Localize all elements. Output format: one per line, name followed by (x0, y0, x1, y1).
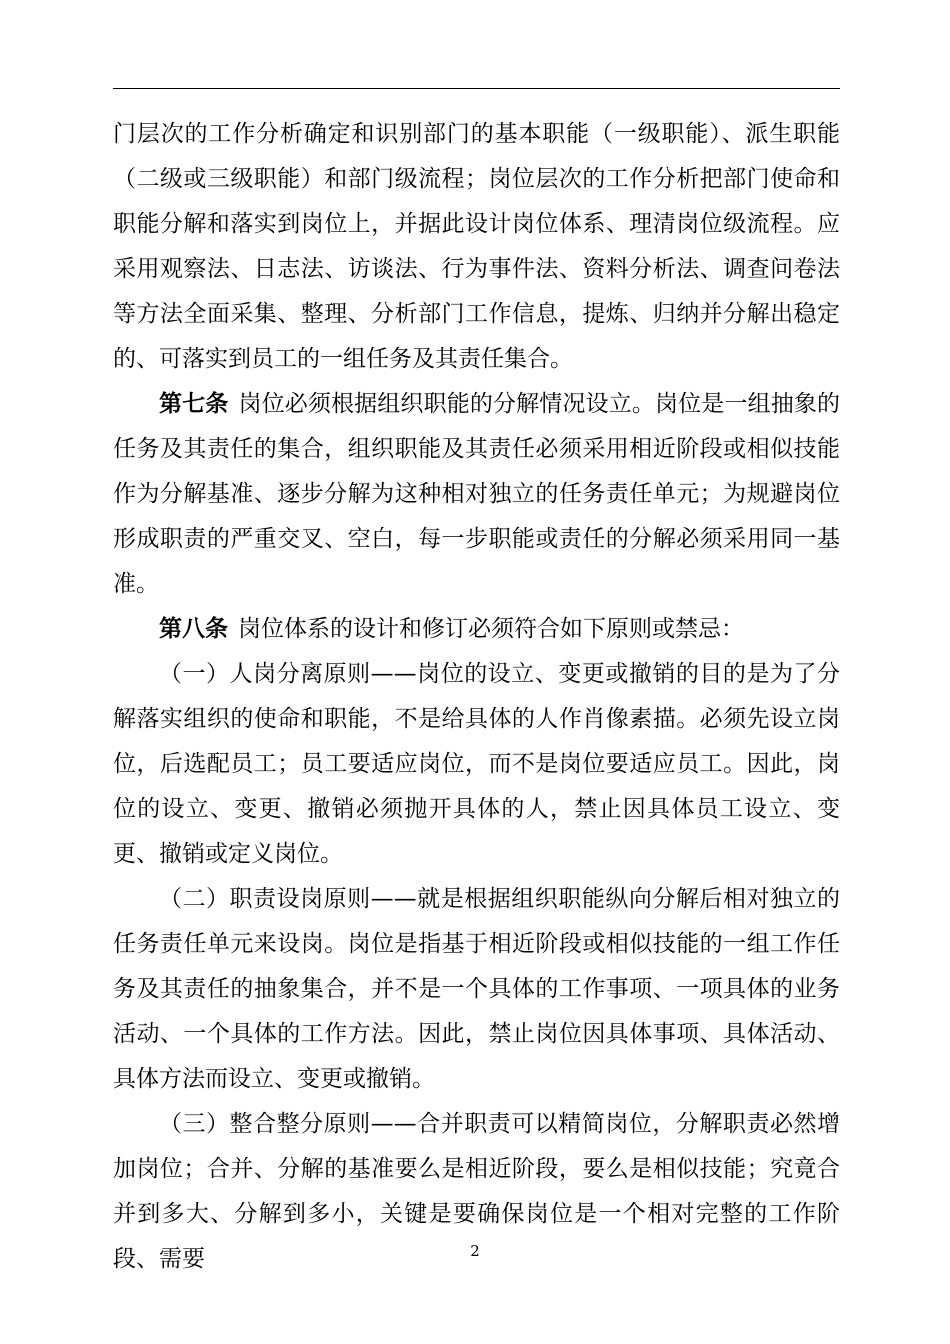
paragraph-article-8: 第八条 岗位体系的设计和修订必须符合如下原则或禁忌： (159, 616, 744, 642)
article-heading: 第七条 (159, 391, 229, 417)
paragraph-continuation: 门层次的工作分析确定和识别部门的基本职能（一级职能）、派生职能（二级或三级职能）和部门级流程；岗位层次的工作分析把部门使命和职能分解和落实到岗位上，并据此设计岗位体系、理清岗位级流程。应采用观察法、日志法、访谈法、行为事件法、资料分析法、调查问卷法等方法全面采集、整理、分析部门工作信息，提炼、归纳并分解出稳定的、可落实到员工的一组任务及其责任集合。 (113, 121, 840, 372)
paragraph-principle-3: （三）整合整分原则——合并职责可以精简岗位，分解职责必然增加岗位；合并、分解的基准要么是相近阶段，要么是相似技能；究竟合并到多大、分解到多小，关键是要确保岗位是一个相对完整的工作阶段、需要 (113, 1111, 840, 1272)
header-rule (113, 88, 840, 89)
article-heading: 第八条 (159, 616, 228, 642)
page-number: 2 (470, 1242, 480, 1260)
paragraph-article-7: 第七条 岗位必须根据组织职能的分解情况设立。岗位是一组抽象的任务及其责任的集合，组织职能及其责任必须采用相近阶段或相似技能作为分解基准、逐步分解为这种相对独立的任务责任单元；为规避岗位形成职责的严重交叉、空白，每一步职能或责任的分解必须采用同一基准。 (113, 391, 841, 597)
paragraph-principle-2: （二）职责设岗原则——就是根据组织职能纵向分解后相对独立的任务责任单元来设岗。岗位是指基于相近阶段或相似技能的一组工作任务及其责任的抽象集合，并不是一个具体的工作事项、一项具体的业务活动、一个具体的工作方法。因此，禁止岗位因具体事项、具体活动、具体方法而设立、变更或撤销。 (113, 886, 840, 1092)
paragraph-principle-1: （一）人岗分离原则——岗位的设立、变更或撤销的目的是为了分解落实组织的使命和职能，不是给具体的人作肖像素描。必须先设立岗位，后选配员工；员工要适应岗位，而不是岗位要适应员工。因此，岗位的设立、变更、撤销必须抛开具体的人，禁止因具体员工设立、变更、撤销或定义岗位。 (113, 661, 840, 867)
document-body (113, 112, 840, 1282)
